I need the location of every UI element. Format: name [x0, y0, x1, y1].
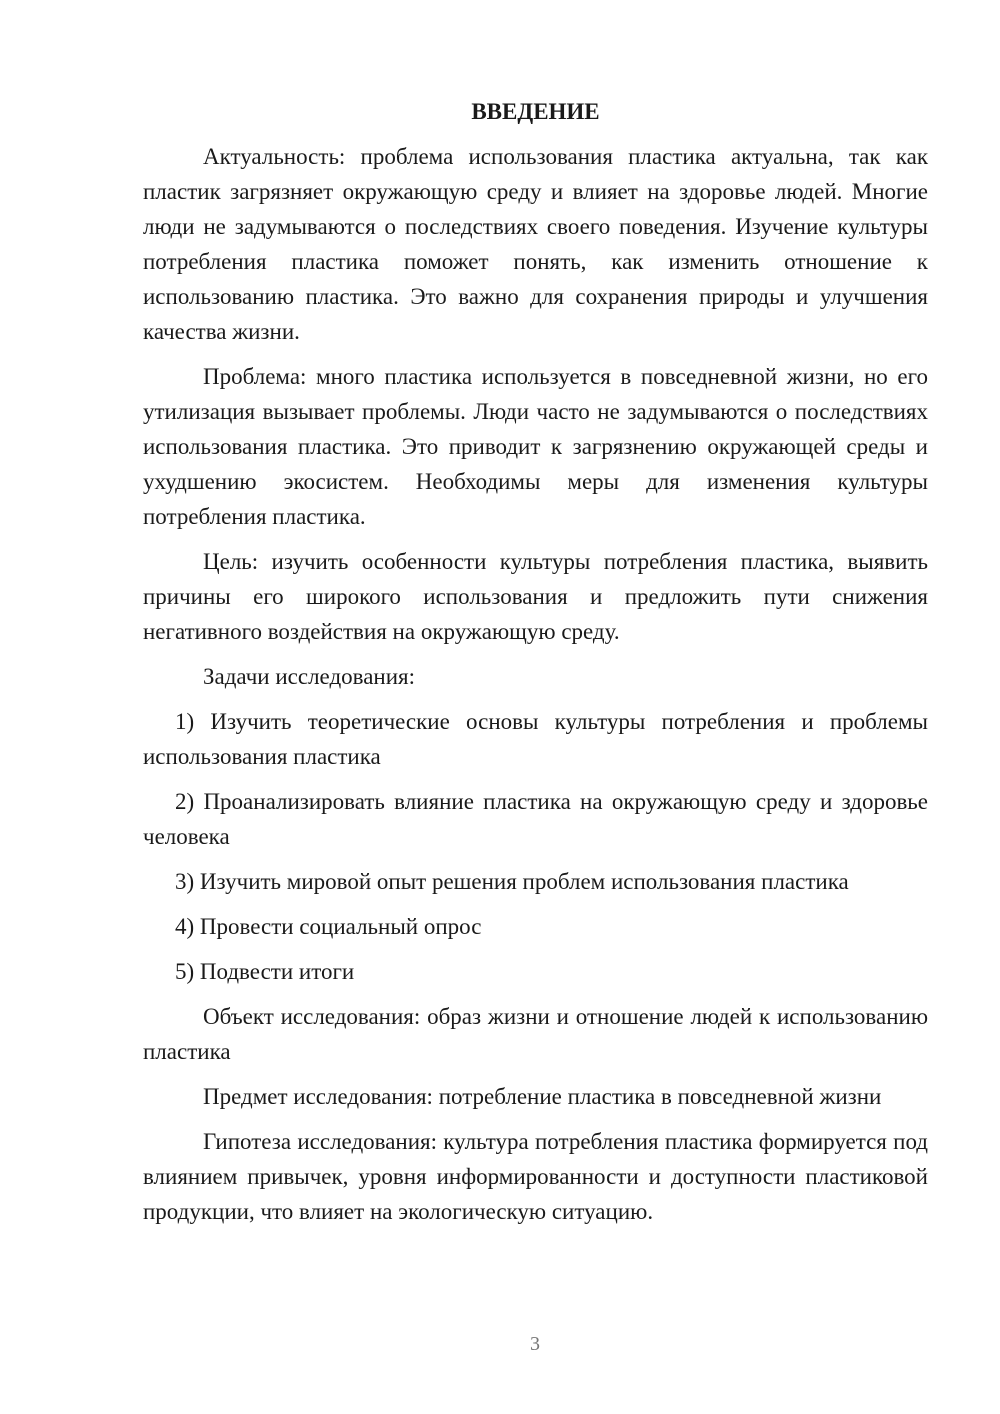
paragraph-subject: Предмет исследования: потребление пластика в повседневной жизни	[203, 1084, 882, 1109]
document-page	[143, 94, 928, 1239]
paragraph-problem: Проблема: много пластика используется в повседневной жизни, но его утилизация вызывает проблемы. Люди часто не задумываются о последствиях использования пластика. Это приводит к загрязнению окружающей среды и ухудшению экосистем. Необходимы меры для изменения культуры потребления пластика.	[143, 364, 928, 529]
paragraph-object: Объект исследования: образ жизни и отношение людей к использованию пластика	[143, 1004, 928, 1064]
paragraph-tasks-intro: Задачи исследования:	[203, 664, 416, 689]
task-item-3: 3) Изучить мировой опыт решения проблем использования пластика	[175, 869, 849, 894]
paragraph-hypothesis: Гипотеза исследования: культура потребления пластика формируется под влиянием привычек, уровня информированности и доступности пластиковой продукции, что влияет на экологическую ситуацию.	[143, 1129, 928, 1224]
page-title: ВВЕДЕНИЕ	[471, 99, 600, 124]
paragraph-goal: Цель: изучить особенности культуры потребления пластика, выявить причины его широкого использования и предложить пути снижения негативного воздействия на окружающую среду.	[143, 549, 928, 644]
task-item-1: 1) Изучить теоретические основы культуры потребления и проблемы использования пластика	[143, 709, 928, 769]
paragraph-relevance: Актуальность: проблема использования пластика актуальна, так как пластик загрязняет окружающую среду и влияет на здоровье людей. Многие люди не задумываются о последствиях своего поведения. Изучение культуры потребления пластика поможет понять, как изменить отношение к использованию пластика. Это важно для сохранения природы и улучшения качества жизни.	[143, 144, 928, 344]
task-item-4: 4) Провести социальный опрос	[175, 914, 482, 939]
page-number: 3	[530, 1333, 540, 1355]
task-item-2: 2) Проанализировать влияние пластика на окружающую среду и здоровье человека	[143, 789, 928, 849]
task-item-5: 5) Подвести итоги	[175, 959, 355, 984]
